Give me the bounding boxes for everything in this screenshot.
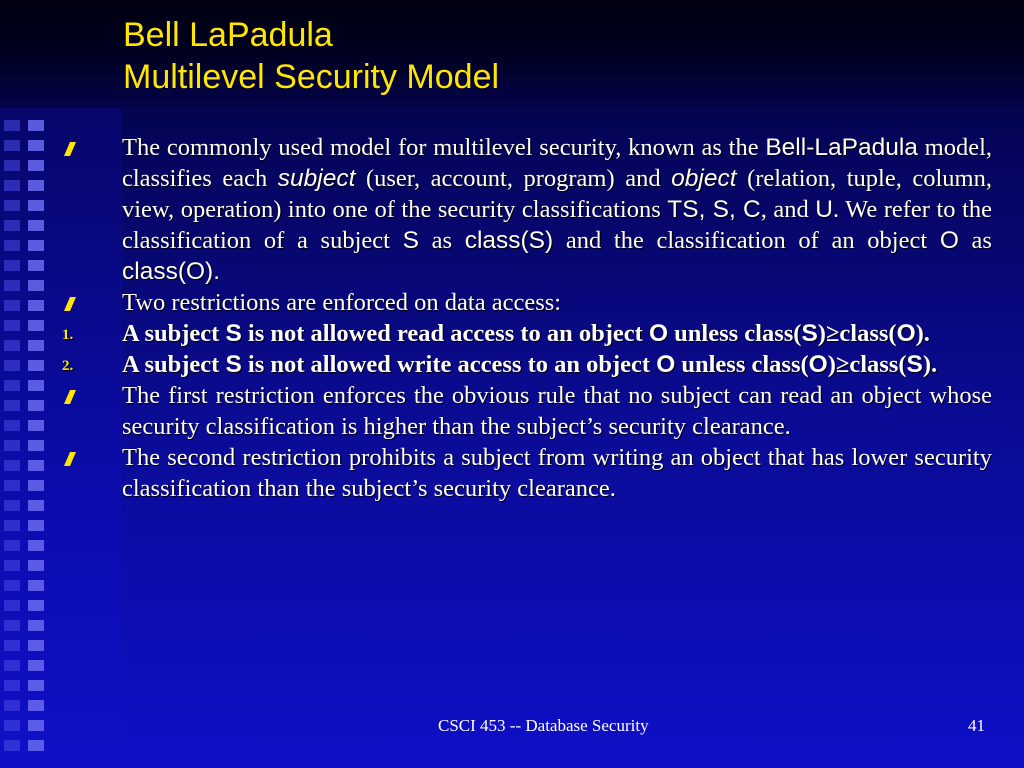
decor-square [28, 660, 44, 671]
decor-square [28, 160, 44, 171]
slide-title [123, 14, 499, 98]
para2-text: Two restrictions are enforced on data access: [122, 289, 562, 316]
decor-square [4, 140, 20, 151]
symbol-o: O [896, 320, 916, 347]
para3-text: The first restriction enforces the obvious rule that no subject can read an object whose security classification is higher than the subject’s security clearance. [122, 382, 992, 440]
para1-text: . We refer to the classification of a subject [122, 196, 993, 254]
rule1-text: ). [915, 320, 930, 347]
separator: , [728, 196, 743, 223]
decor-squares [4, 120, 52, 768]
decor-square [4, 420, 20, 431]
decor-square [4, 680, 20, 691]
decor-square [4, 440, 20, 451]
bullet-item-3 [60, 380, 992, 442]
bullet-item-2 [60, 287, 992, 318]
rule2-text: unless class( [675, 351, 809, 378]
decor-square [4, 240, 20, 251]
decor-square [4, 700, 20, 711]
rule1-text: A subject [122, 320, 226, 347]
decor-square [4, 200, 20, 211]
decor-square [4, 660, 20, 671]
rule-number: 1. [62, 327, 74, 343]
slash-bullet-icon [64, 142, 82, 156]
slide-content [60, 132, 992, 504]
class-ts: TS [667, 196, 699, 223]
para1-text: (user, account, program) and [355, 165, 672, 192]
rule1-text: )≥class( [817, 320, 897, 347]
decor-square [28, 440, 44, 451]
decor-square [28, 480, 44, 491]
decor-square [28, 300, 44, 311]
symbol-s: S [801, 320, 818, 347]
decor-square [28, 240, 44, 251]
separator: , [698, 196, 713, 223]
para1-text: The commonly used model for multilevel security, known as the [122, 134, 766, 161]
rule-item-1 [60, 318, 992, 349]
symbol-s: S [402, 227, 419, 254]
class-c: C [742, 196, 761, 223]
symbol-o: O [939, 227, 959, 254]
decor-square [28, 320, 44, 331]
slash-bullet-icon [64, 390, 82, 404]
decor-square [4, 360, 20, 371]
slash-bullet-icon [64, 452, 82, 466]
term-class-o: class(O). [122, 258, 220, 285]
para1-text: model, classifies each [122, 134, 992, 192]
decor-square [28, 120, 44, 131]
decor-square [4, 180, 20, 191]
decor-square [28, 680, 44, 691]
decor-square [28, 740, 44, 751]
para1-text: , and [760, 196, 816, 223]
symbol-s: S [906, 351, 923, 378]
decor-square [28, 380, 44, 391]
decor-square [28, 200, 44, 211]
decor-square [4, 480, 20, 491]
rule-item-2 [60, 349, 992, 380]
decor-square [28, 180, 44, 191]
decor-square [4, 280, 20, 291]
decor-square [4, 380, 20, 391]
symbol-o: O [648, 320, 669, 347]
decor-square [4, 740, 20, 751]
decor-square [4, 460, 20, 471]
decor-square [28, 400, 44, 411]
para1-text: as [418, 227, 465, 254]
symbol-s: S [225, 351, 242, 378]
rule1-text: is not allowed read access to an object [241, 320, 649, 347]
para1-text: and the classification of an object [553, 227, 940, 254]
rule1-text: unless class( [668, 320, 802, 347]
para1-text: as [958, 227, 992, 254]
decor-square [28, 640, 44, 651]
symbol-s: S [225, 320, 242, 347]
class-s: S [712, 196, 729, 223]
decor-square [4, 720, 20, 731]
decor-square [28, 220, 44, 231]
decor-square [4, 300, 20, 311]
decor-square [4, 220, 20, 231]
decor-square [4, 320, 20, 331]
symbol-o: O [656, 351, 676, 378]
decor-square [4, 620, 20, 631]
decor-square [28, 520, 44, 531]
rule2-text: ). [922, 351, 938, 378]
rule2-text: A subject [122, 351, 226, 378]
decor-square [4, 120, 20, 131]
term-class-s: class(S) [464, 227, 554, 254]
decor-square [4, 640, 20, 651]
symbol-o: O [808, 351, 828, 378]
para1-text: (relation, tuple, column, view, operation) into one of the security classifications [122, 165, 992, 223]
para4-text: The second restriction prohibits a subject from writing an object that has lower security classification than the subject’s security clearance. [122, 444, 992, 502]
decor-square [4, 520, 20, 531]
rule2-text: )≥class( [827, 351, 907, 378]
rule-number: 2. [62, 358, 74, 374]
decor-square [28, 420, 44, 431]
decor-square [28, 460, 44, 471]
bullet-item-4 [60, 442, 992, 504]
slash-bullet-icon [64, 297, 82, 311]
decor-square [4, 600, 20, 611]
decor-square [28, 560, 44, 571]
decor-square [4, 340, 20, 351]
rule2-text: is not allowed write access to an object [241, 351, 657, 378]
term-bell-lapadula: Bell-LaPadula [765, 134, 918, 161]
decor-square [28, 280, 44, 291]
class-u: U [815, 196, 833, 223]
term-object: object [671, 165, 737, 192]
decor-square [28, 340, 44, 351]
term-subject: subject [277, 165, 356, 192]
decor-square [28, 620, 44, 631]
footer-page-number: 41 [968, 716, 985, 735]
decor-square [28, 140, 44, 151]
decor-square [28, 260, 44, 271]
bullet-item-1 [60, 132, 992, 287]
decor-square [4, 260, 20, 271]
title-line-2: Multilevel Security Model [123, 58, 500, 96]
decor-square [28, 360, 44, 371]
decor-square [4, 160, 20, 171]
decor-square [28, 500, 44, 511]
decor-square [28, 540, 44, 551]
decor-square [4, 560, 20, 571]
decor-square [4, 500, 20, 511]
decor-square [4, 580, 20, 591]
decor-square [28, 580, 44, 591]
title-line-1: Bell LaPadula [123, 16, 333, 54]
decor-square [4, 540, 20, 551]
footer-course: CSCI 453 -- Database Security [438, 716, 649, 735]
decor-square [28, 600, 44, 611]
decor-square [28, 720, 44, 731]
decor-square [28, 700, 44, 711]
decor-square [4, 400, 20, 411]
